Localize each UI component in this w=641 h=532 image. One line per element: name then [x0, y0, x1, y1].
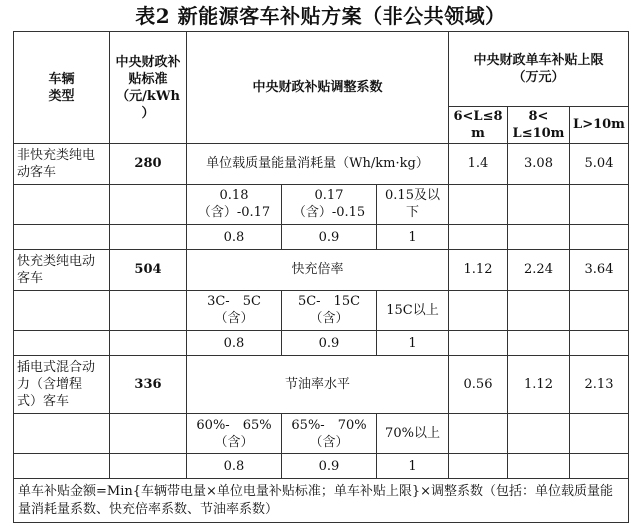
- vehicle-type-cell: 插电式混合动 力（含增程 式）客车: [14, 356, 110, 414]
- cap-cell: 3.64: [570, 250, 629, 290]
- table-title: 表2 新能源客车补贴方案（非公共领域）: [135, 4, 506, 28]
- coefficient-metric-cell: 快充倍率: [187, 250, 449, 290]
- cap-cell: 1.4: [449, 144, 508, 184]
- vehicle-type-cell: 非快充类纯电 动客车: [14, 144, 110, 184]
- coefficient-value-cell: 0.9: [282, 454, 377, 479]
- header-length-6-8: 6<L≤8 m: [449, 106, 508, 143]
- empty-cell: [449, 413, 508, 453]
- range-cell: 0.18 （含）-0.17: [187, 184, 282, 224]
- cap-cell: 0.56: [449, 356, 508, 414]
- cap-cell: 2.24: [508, 250, 570, 290]
- coefficient-value-cell: 0.9: [282, 224, 377, 249]
- empty-cell: [110, 290, 187, 330]
- range-cell: 0.17 （含）-0.15: [282, 184, 377, 224]
- coefficient-value-cell: 0.8: [187, 454, 282, 479]
- coefficient-metric-cell: 节油率水平: [187, 356, 449, 414]
- empty-cell: [449, 184, 508, 224]
- range-cell: 70%以上: [377, 413, 449, 453]
- empty-cell: [508, 454, 570, 479]
- empty-cell: [110, 184, 187, 224]
- cap-cell: 1.12: [449, 250, 508, 290]
- subsidy-table: [13, 31, 629, 523]
- subsidy-standard-cell: 280: [110, 144, 187, 184]
- header-vehicle-type: 车辆 类型: [14, 32, 110, 144]
- cap-cell: 2.13: [570, 356, 629, 414]
- empty-cell: [449, 290, 508, 330]
- header-subsidy-standard: 中央财政补 贴标准 （元/kWh ）: [110, 32, 187, 144]
- empty-cell: [14, 331, 110, 356]
- cap-cell: 3.08: [508, 144, 570, 184]
- header-adjustment-coefficient: 中央财政补贴调整系数: [187, 32, 449, 144]
- empty-cell: [570, 454, 629, 479]
- empty-cell: [110, 454, 187, 479]
- coefficient-value-cell: 1: [377, 224, 449, 249]
- empty-cell: [110, 224, 187, 249]
- empty-cell: [570, 413, 629, 453]
- subsidy-standard-cell: 336: [110, 356, 187, 414]
- footnote: 单车补贴金额=Min{车辆带电量×单位电量补贴标准；单车补贴上限}×调整系数（包括：单位载质量能量消耗量系数、快充倍率系数、节油率系数）: [14, 479, 629, 523]
- cap-cell: 5.04: [570, 144, 629, 184]
- coefficient-value-cell: 1: [377, 454, 449, 479]
- empty-cell: [110, 413, 187, 453]
- empty-cell: [14, 184, 110, 224]
- header-length-8-10: 8< L≤10m: [508, 106, 570, 143]
- coefficient-value-cell: 0.8: [187, 224, 282, 249]
- coefficient-metric-cell: 单位载质量能量消耗量（Wh/km·kg）: [187, 144, 449, 184]
- empty-cell: [449, 454, 508, 479]
- empty-cell: [570, 184, 629, 224]
- empty-cell: [570, 290, 629, 330]
- range-cell: 15C以上: [377, 290, 449, 330]
- range-cell: 65%- 70% （含）: [282, 413, 377, 453]
- empty-cell: [508, 224, 570, 249]
- empty-cell: [110, 331, 187, 356]
- empty-cell: [14, 290, 110, 330]
- cap-cell: 1.12: [508, 356, 570, 414]
- header-length-over-10: L>10m: [570, 106, 629, 143]
- coefficient-value-cell: 0.8: [187, 331, 282, 356]
- vehicle-type-cell: 快充类纯电动 客车: [14, 250, 110, 290]
- header-subsidy-cap: 中央财政单车补贴上限 （万元）: [449, 32, 629, 107]
- empty-cell: [449, 331, 508, 356]
- coefficient-value-cell: 1: [377, 331, 449, 356]
- range-cell: 3C- 5C （含）: [187, 290, 282, 330]
- empty-cell: [508, 184, 570, 224]
- empty-cell: [14, 224, 110, 249]
- range-cell: 0.15及以 下: [377, 184, 449, 224]
- empty-cell: [508, 290, 570, 330]
- empty-cell: [570, 331, 629, 356]
- empty-cell: [449, 224, 508, 249]
- range-cell: 5C- 15C （含）: [282, 290, 377, 330]
- empty-cell: [508, 331, 570, 356]
- empty-cell: [14, 454, 110, 479]
- empty-cell: [14, 413, 110, 453]
- range-cell: 60%- 65% （含）: [187, 413, 282, 453]
- subsidy-standard-cell: 504: [110, 250, 187, 290]
- empty-cell: [570, 224, 629, 249]
- coefficient-value-cell: 0.9: [282, 331, 377, 356]
- empty-cell: [508, 413, 570, 453]
